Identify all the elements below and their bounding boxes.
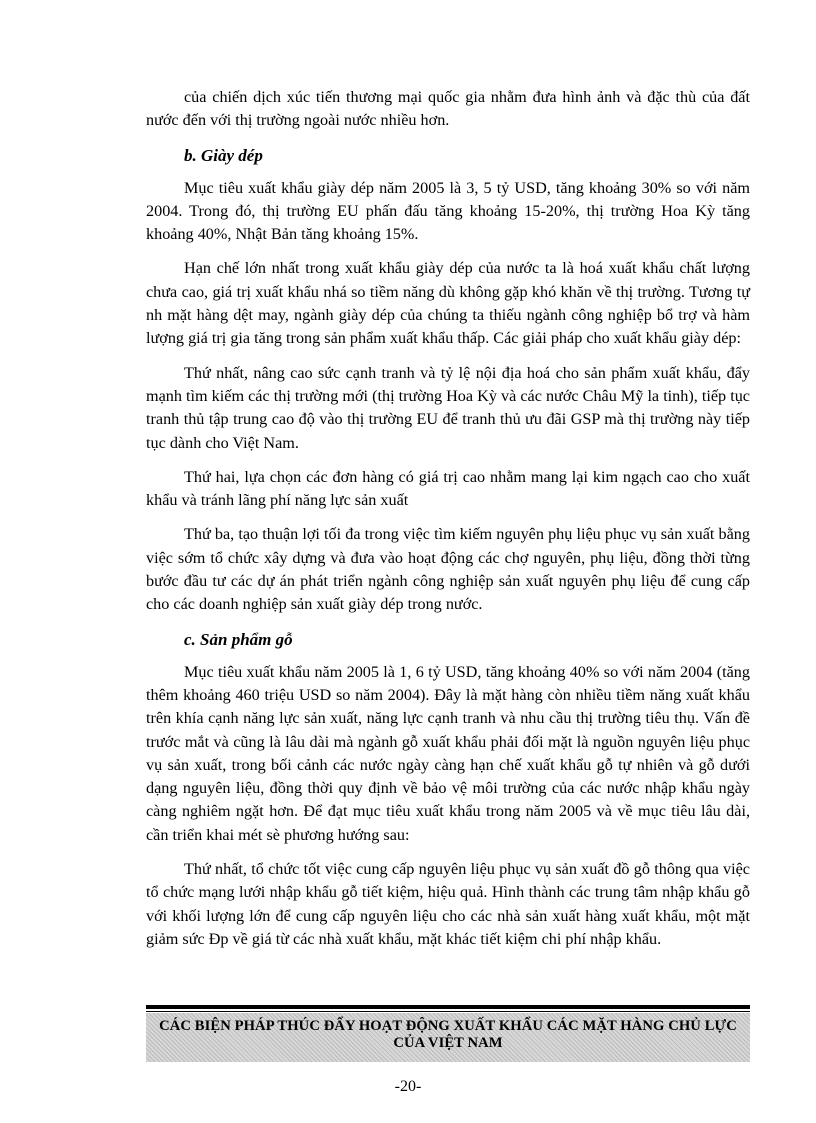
paragraph: Thứ hai, lựa chọn các đơn hàng có giá trị cao nhằm mang lại kim ngạch cao cho xuất khẩu và tránh lãng phí năng lực sản xuất xyxy=(146,467,750,510)
paragraph: Thứ nhất, tổ chức tốt việc cung cấp nguyên liệu phục vụ sản xuất đồ gỗ thông qua việc tổ chức mạng lưới nhập khẩu gỗ tiết kiệm, hiệu quả. Hình thành các trung tâm nhập khẩu gỗ với khối lượng lớn để cung cấp nguyên liệu cho các nhà sản xuất hàng xuất khẩu, một mặt giảm sức Đp về giá từ các nhà xuất khẩu, mặt khác tiết kiệm chi phí nhập khẩu. xyxy=(146,860,750,948)
footer-banner-line2: CỦA VIỆT NAM xyxy=(393,1035,503,1051)
footer-banner xyxy=(146,1013,750,1062)
footer-divider-thick xyxy=(146,1005,750,1009)
paragraph: Mục tiêu xuất khẩu giày dép năm 2005 là 3, 5 tỷ USD, tăng khoảng 30% so với năm 2004. Trong đó, thị trường EU phấn đấu tăng khoảng 15-20%, thị trường Hoa Kỳ tăng khoảng 40%, Nhật Bản tăng khoảng 15%. xyxy=(146,178,750,244)
paragraph: Mục tiêu xuất khẩu năm 2005 là 1, 6 tỷ USD, tăng khoảng 40% so với năm 2004 (tăng thêm khoảng 460 triệu USD so năm 2004). Đây là mặt hàng còn nhiều tiềm năng xuất khẩu trên khía cạnh năng lực sản xuất, năng lực cạnh tranh và nhu cầu thị trường tiêu thụ. Vấn đề trước mắt và cũng là lâu dài mà ngành gỗ xuất khẩu phải đối mặt là nguồn nguyên liệu phục vụ sản xuất, trong bối cảnh các nước ngày càng hạn chế xuất khẩu gỗ tự nhiên và gỗ dưới dạng nguyên liệu, đồng thời quy định về bảo vệ môi trường của các nước nhập khẩu ngày càng nghiêm ngặt hơn. Để đạt mục tiêu xuất khẩu trong năm 2005 và về mục tiêu lâu dài, cần triển khai mét sè phương hướng sau: xyxy=(146,662,750,844)
section-heading-footwear: b. Giày dép xyxy=(184,145,263,165)
paragraph: Hạn chế lớn nhất trong xuất khẩu giày dép của nước ta là hoá xuất khẩu chất lượng chưa cao, giá trị xuất khẩu nhá so tiềm năng dù không gặp khó khăn về thị trường. Tương tự nh mặt hàng dệt may, ngành giày dép của chúng ta thiếu ngành công nghiệp bổ trợ và hàm lượng giá trị gia tăng trong sản phẩm xuất khẩu thấp. Các giải pháp cho xuất khẩu giày dép: xyxy=(146,259,750,348)
body-text xyxy=(146,86,750,962)
page-number: -20- xyxy=(394,1078,422,1095)
paragraph: Thứ nhất, nâng cao sức cạnh tranh và tỷ lệ nội địa hoá cho sản phẩm xuất khẩu, đẩy mạnh tìm kiếm các thị trường mới (thị trường Hoa Kỳ và các nước Châu Mỹ la tinh), tiếp tục tranh thủ tập trung cao độ vào thị trường EU để tranh thủ ưu đãi GSP mà thị trường này tiếp tục dành cho Việt Nam. xyxy=(146,363,750,452)
footer-banner-line1: CÁC BIỆN PHÁP THÚC ĐẨY HOẠT ĐỘNG XUẤT KHẨU CÁC MẶT HÀNG CHỦ LỰC xyxy=(159,1018,737,1034)
paragraph: Thứ ba, tạo thuận lợi tối đa trong việc tìm kiếm nguyên phụ liệu phục vụ sản xuất bằng việc sớm tổ chức xây dựng và đưa vào hoạt động các chợ nguyên, phụ liệu, đồng thời từng bước đầu tư các dự án phát triển ngành công nghiệp sản xuất nguyên phụ liệu để cung cấp cho các doanh nghiệp sản xuất giày dép trong nước. xyxy=(146,525,750,614)
opening-paragraph: của chiến dịch xúc tiến thương mại quốc gia nhằm đưa hình ảnh và đặc thù của đất nước đến với thị trường ngoài nước nhiều hơn. xyxy=(146,88,750,130)
footer-divider-thin xyxy=(146,1011,750,1012)
section-heading-wood-products: c. Sản phẩm gỗ xyxy=(184,629,293,649)
